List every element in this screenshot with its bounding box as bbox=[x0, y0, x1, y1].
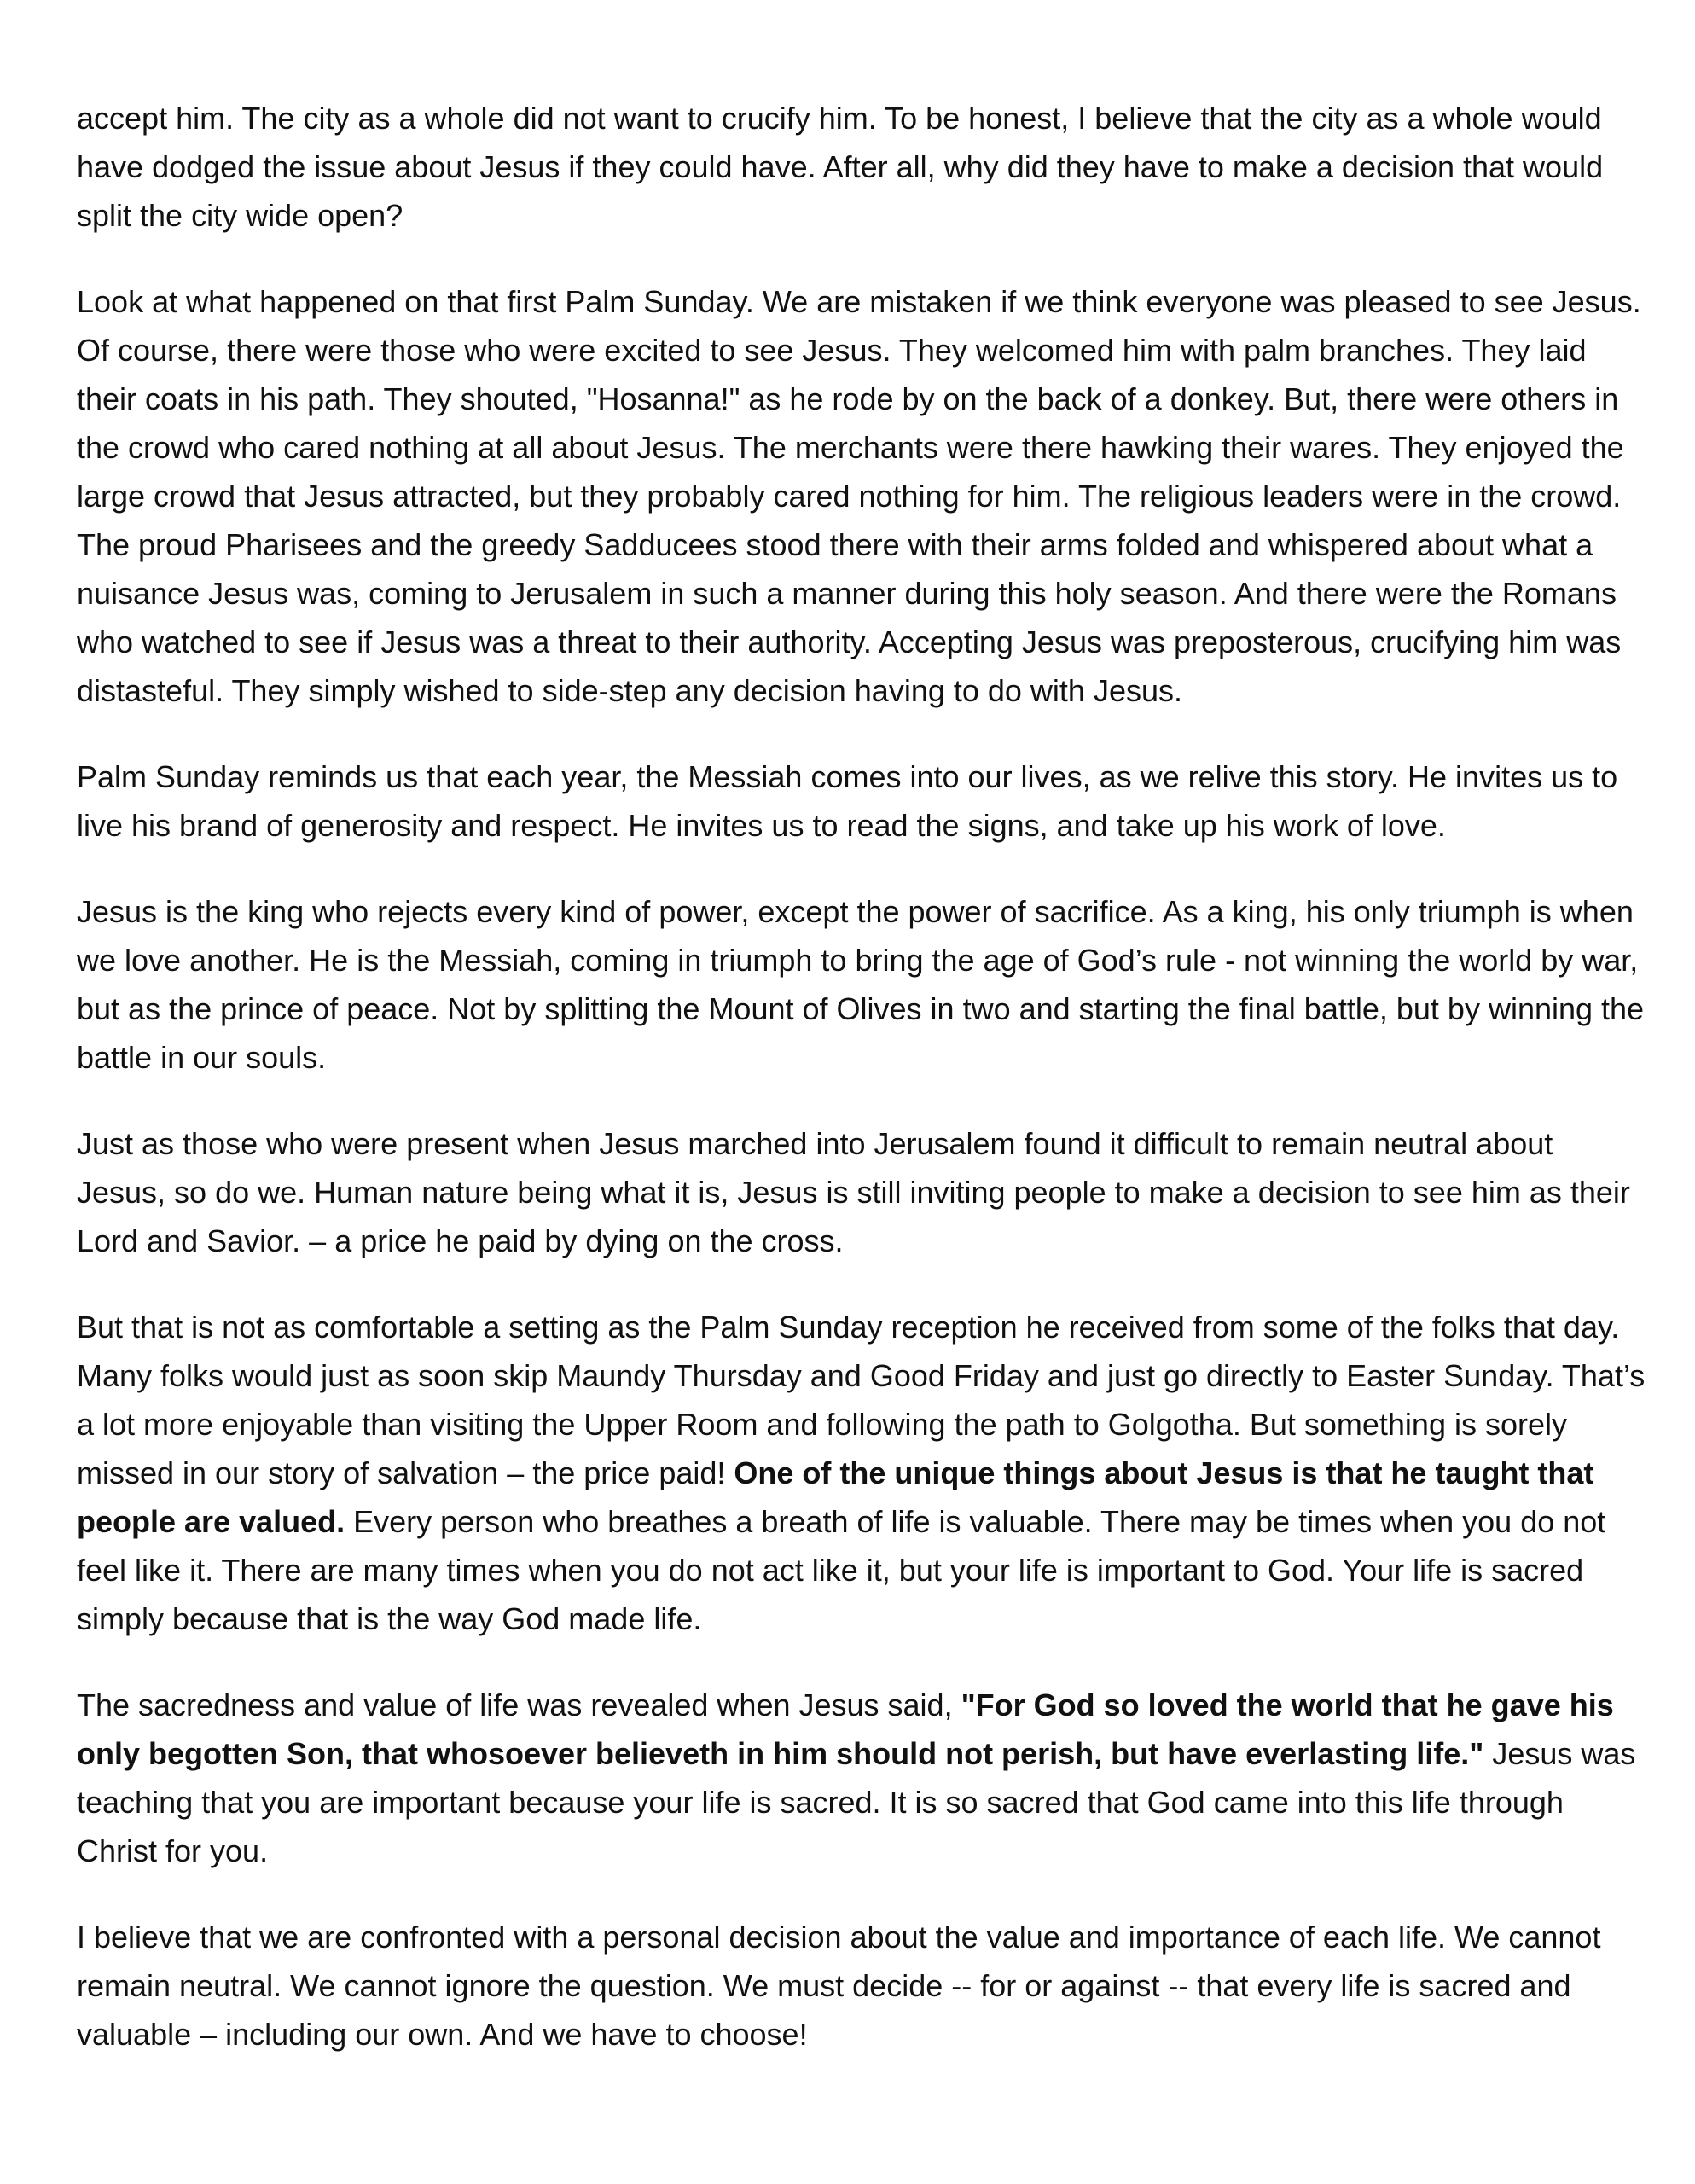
paragraph-text: Jesus is the king who rejects every kind of power, except the power of sacrifice. As a king, his only triumph is when we love another. He is the Messiah, coming in triumph to bring the age of God’s rule - not winning the world by war, but as the prince of peace. Not by splitting the Mount of Olives in two and starting the final battle, but by winning the battle in our souls. bbox=[77, 894, 1645, 1075]
paragraph-text: The sacredness and value of life was revealed when Jesus said, bbox=[77, 1687, 961, 1722]
paragraph-text: Palm Sunday reminds us that each year, the Messiah comes into our lives, as we relive this story. He invites us to live his brand of generosity and respect. He invites us to read the signs, and take up his work of love. bbox=[77, 759, 1618, 843]
paragraph-2 bbox=[77, 277, 1646, 715]
paragraph-text: Every person who breathes a breath of life is valuable. There may be times when you do not feel like it. There are many times when you do not act like it, but your life is important to God. Your life is sacred simply because that is the way God made life. bbox=[77, 1504, 1606, 1636]
bold-scripture-quote: "For God so loved the world that he gave his only begotten Son, that whosoever believeth in him should not perish, but have everlasting life." bbox=[77, 1687, 1614, 1771]
paragraph-text: accept him. The city as a whole did not want to crucify him. To be honest, I believe that the city as a whole would have dodged the issue about Jesus if they could have. After all, why did they have to make a decision that would split the city wide open? bbox=[77, 101, 1604, 233]
document-body bbox=[77, 94, 1646, 2059]
paragraph-5 bbox=[77, 1119, 1646, 1265]
paragraph-text: But that is not as comfortable a setting as the Palm Sunday reception he received from some of the folks that day. Many folks would just as soon skip Maundy Thursday and Good Friday and just go directly to Easter Sunday. That’s a lot more enjoyable than visiting the Upper Room and following the path to Golgotha. But something is sorely missed in our story of salvation – the price paid! bbox=[77, 1310, 1646, 1490]
paragraph-1 bbox=[77, 94, 1646, 240]
bold-emphasis: One of the unique things about Jesus is that he taught that people are valued. bbox=[77, 1455, 1594, 1539]
paragraph-4 bbox=[77, 887, 1646, 1082]
paragraph-text: Look at what happened on that first Palm Sunday. We are mistaken if we think everyone was pleased to see Jesus. Of course, there were those who were excited to see Jesus. They welcomed him with palm branches. They laid their coats in his path. They shouted, "Hosanna!" as he rode by on the back of a donkey. But, there were others in the crowd who cared nothing at all about Jesus. The merchants were there hawking their wares. They enjoyed the large crowd that Jesus attracted, but they probably cared nothing for him. The religious leaders were in the crowd. The proud Pharisees and the greedy Sadducees stood there with their arms folded and whispered about what a nuisance Jesus was, coming to Jerusalem in such a manner during this holy season. And there were the Romans who watched to see if Jesus was a threat to their authority. Accepting Jesus was preposterous, crucifying him was distasteful. They simply wished to side-step any decision having to do with Jesus. bbox=[77, 284, 1641, 708]
paragraph-6 bbox=[77, 1303, 1646, 1643]
paragraph-8 bbox=[77, 1913, 1646, 2059]
paragraph-text: Just as those who were present when Jesus marched into Jerusalem found it difficult to remain neutral about Jesus, so do we. Human nature being what it is, Jesus is still inviting people to make a decision to see him as their Lord and Savior. – a price he paid by dying on the cross. bbox=[77, 1126, 1630, 1258]
paragraph-text: I believe that we are confronted with a personal decision about the value and importance of each life. We cannot remain neutral. We cannot ignore the question. We must decide -- for or against -- that every life is sacred and valuable – including our own. And we have to choose! bbox=[77, 1920, 1601, 2052]
paragraph-7 bbox=[77, 1681, 1646, 1875]
paragraph-text: Jesus was teaching that you are important because your life is sacred. It is so sacred that God came into this life through Christ for you. bbox=[77, 1736, 1636, 1868]
paragraph-3 bbox=[77, 752, 1646, 850]
